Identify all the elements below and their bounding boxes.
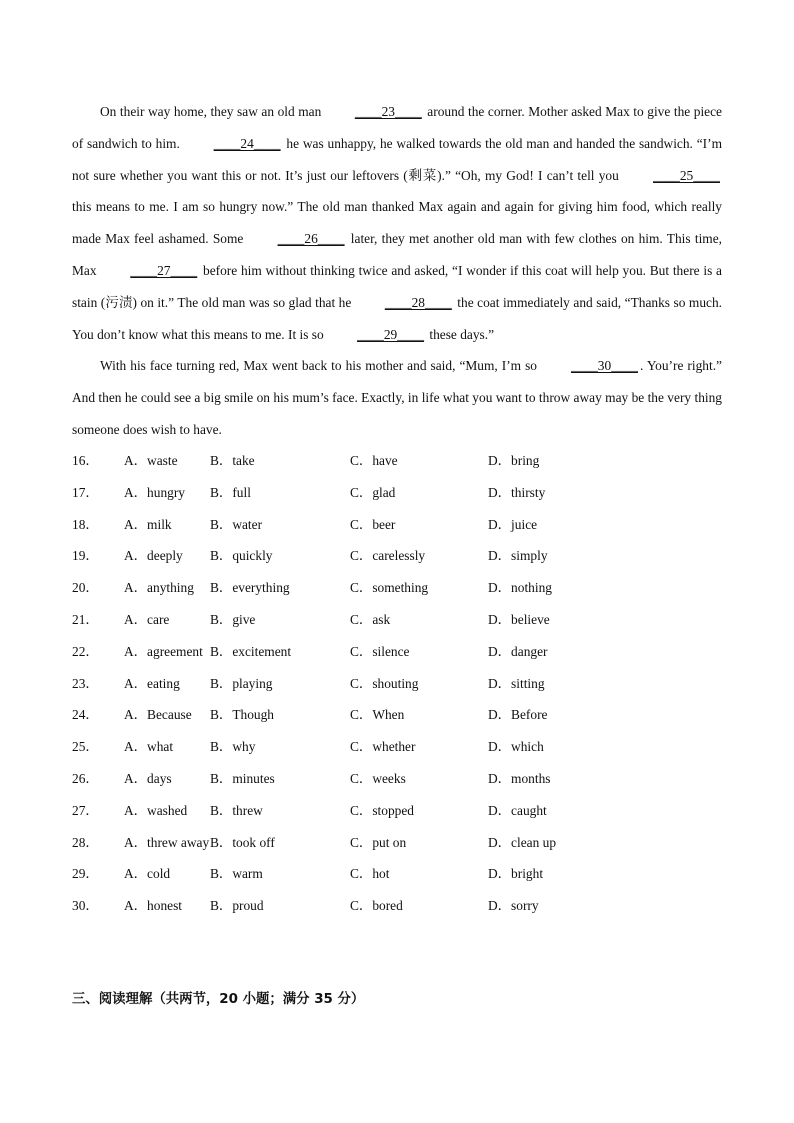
- question-number: 28．: [72, 834, 99, 850]
- option-c: C．silence: [350, 643, 410, 659]
- question-number: 30．: [72, 898, 99, 914]
- passage-text: On their way home, they saw an old man: [100, 104, 325, 119]
- option-a: A．care: [124, 611, 170, 627]
- option-d: D．bring: [488, 453, 540, 468]
- option-row: [72, 477, 732, 509]
- option-c: C．weeks: [350, 770, 406, 786]
- passage-text: the coat immediately and said, “Thanks so much. You don’t know what this means to me. It is so: [72, 294, 722, 342]
- option-row: [72, 445, 732, 477]
- option-row: [72, 890, 732, 922]
- option-a: A．hungry: [124, 484, 185, 500]
- passage-paragraph-2: [72, 350, 722, 445]
- passage-text: around the corner. Mother asked Max to give the piece of sandwich to him.: [72, 104, 722, 151]
- option-b: B．Though: [210, 707, 274, 723]
- option-d: D．which: [488, 739, 544, 755]
- option-a: A．waste: [124, 453, 178, 468]
- option-row: [72, 795, 732, 827]
- option-c: C．put on: [350, 834, 407, 850]
- option-row: [72, 731, 732, 763]
- option-a: A．milk: [124, 516, 172, 532]
- question-number: 29．: [72, 866, 99, 882]
- option-row: [72, 668, 732, 700]
- option-d: D．danger: [488, 643, 548, 659]
- option-c: C．glad: [350, 484, 396, 500]
- passage-text: he was unhappy, he walked towards the old man and handed the sandwich. “I’m not sure whether you want this or not. It’s just our leftovers (剩菜).” “Oh, my God! I can’t tell you: [72, 135, 723, 183]
- option-row: [72, 827, 732, 859]
- option-a: A．washed: [124, 802, 188, 818]
- option-b: B．playing: [210, 675, 273, 691]
- option-row: [72, 572, 732, 604]
- option-d: D．caught: [488, 802, 547, 818]
- question-number: 27．: [72, 802, 99, 818]
- question-number: 20．: [72, 580, 99, 596]
- option-a: A．cold: [124, 866, 171, 882]
- option-a: A．days: [124, 770, 172, 786]
- option-d: D．thirsty: [488, 484, 546, 500]
- option-a: A．eating: [124, 675, 180, 691]
- option-b: B．excitement: [210, 643, 292, 659]
- option-a: A．agreement: [124, 643, 203, 659]
- option-c: C．carelessly: [350, 548, 426, 564]
- answer-options: [72, 445, 732, 922]
- option-d: D．Before: [488, 707, 548, 723]
- option-c: C．hot: [350, 866, 390, 882]
- option-c: C．ask: [350, 611, 391, 627]
- option-a: A．what: [124, 739, 174, 755]
- question-number: 19．: [72, 548, 99, 564]
- option-b: B．full: [210, 484, 251, 500]
- option-d: D．months: [488, 770, 551, 786]
- option-b: B．minutes: [210, 770, 275, 786]
- question-number: 17．: [72, 484, 99, 500]
- option-row: [72, 858, 732, 890]
- option-c: C．have: [350, 453, 398, 468]
- option-c: C．something: [350, 580, 429, 596]
- option-row: [72, 636, 732, 668]
- cloze-passage: [72, 96, 722, 446]
- passage-paragraph-1: [72, 96, 722, 350]
- option-row: [72, 699, 732, 731]
- option-b: B．warm: [210, 866, 263, 882]
- option-d: D．nothing: [488, 580, 552, 596]
- option-row: [72, 763, 732, 795]
- option-d: D．simply: [488, 548, 548, 564]
- option-d: D．believe: [488, 611, 550, 627]
- question-number: 18．: [72, 516, 99, 532]
- option-a: A．threw away: [124, 834, 210, 850]
- option-b: B．quickly: [210, 548, 273, 564]
- cloze-blank: ____26____: [277, 231, 345, 247]
- option-d: D．juice: [488, 516, 538, 532]
- option-d: D．sorry: [488, 898, 539, 914]
- cloze-blank: ____28____: [384, 294, 452, 310]
- option-a: A．anything: [124, 580, 194, 596]
- section-heading: 三、阅读理解（共两节，20 小题；满分 35 分）: [72, 992, 365, 1007]
- option-d: D．sitting: [488, 675, 545, 691]
- cloze-blank: ____27____: [130, 262, 198, 278]
- question-number: 24．: [72, 707, 99, 723]
- cloze-blank: ____25____: [653, 167, 720, 183]
- passage-text: later, they met another old man with few clothes on him. This time, Max: [72, 231, 722, 278]
- option-c: C．shouting: [350, 675, 419, 691]
- passage-text: With his face turning red, Max went back to his mother and said, “Mum, I’m so: [100, 358, 542, 374]
- option-b: B．water: [210, 516, 263, 532]
- question-number: 23．: [72, 675, 99, 691]
- cloze-blank: ____24____: [213, 135, 281, 151]
- option-a: A．deeply: [124, 548, 183, 564]
- option-b: B．give: [210, 611, 256, 627]
- passage-text: this means to me. I am so hungry now.” The old man thanked Max again and again for giving him food, which really made Max feel ashamed. Some: [72, 199, 722, 247]
- option-b: B．proud: [210, 898, 264, 914]
- question-number: 21．: [72, 611, 99, 627]
- option-c: C．When: [350, 707, 405, 723]
- passage-text: before him without thinking twice and asked, “I wonder if this coat will help you. But there is a stain (污渍) on it.” The old man was so glad that he: [72, 262, 722, 310]
- cloze-blank: ____29____: [357, 326, 425, 342]
- option-row: [72, 509, 732, 541]
- option-a: A．Because: [124, 707, 192, 723]
- option-row: [72, 540, 732, 572]
- option-c: C．bored: [350, 898, 403, 914]
- option-b: B．threw: [210, 802, 263, 818]
- option-d: D．clean up: [488, 834, 557, 850]
- question-number: 22．: [72, 643, 99, 659]
- cloze-blank: ____30____: [571, 358, 638, 374]
- passage-text: . You’re right.” And then he could see a big smile on his mum’s face. Exactly, in life what you want to throw away may be the very thing someone does wish to have.: [72, 358, 722, 437]
- option-c: C．stopped: [350, 802, 414, 818]
- option-c: C．beer: [350, 516, 396, 532]
- passage-text: these days.”: [426, 326, 495, 342]
- question-number: 25．: [72, 739, 99, 755]
- option-a: A．honest: [124, 898, 183, 914]
- cloze-blank: ____23____: [354, 104, 422, 119]
- option-b: B．took off: [210, 834, 275, 850]
- option-d: D．bright: [488, 866, 544, 882]
- option-row: [72, 604, 732, 636]
- question-number: 16．: [72, 453, 99, 468]
- option-b: B．take: [210, 453, 255, 468]
- option-c: C．whether: [350, 739, 416, 755]
- question-number: 26．: [72, 770, 99, 786]
- option-b: B．why: [210, 739, 256, 755]
- option-b: B．everything: [210, 580, 290, 596]
